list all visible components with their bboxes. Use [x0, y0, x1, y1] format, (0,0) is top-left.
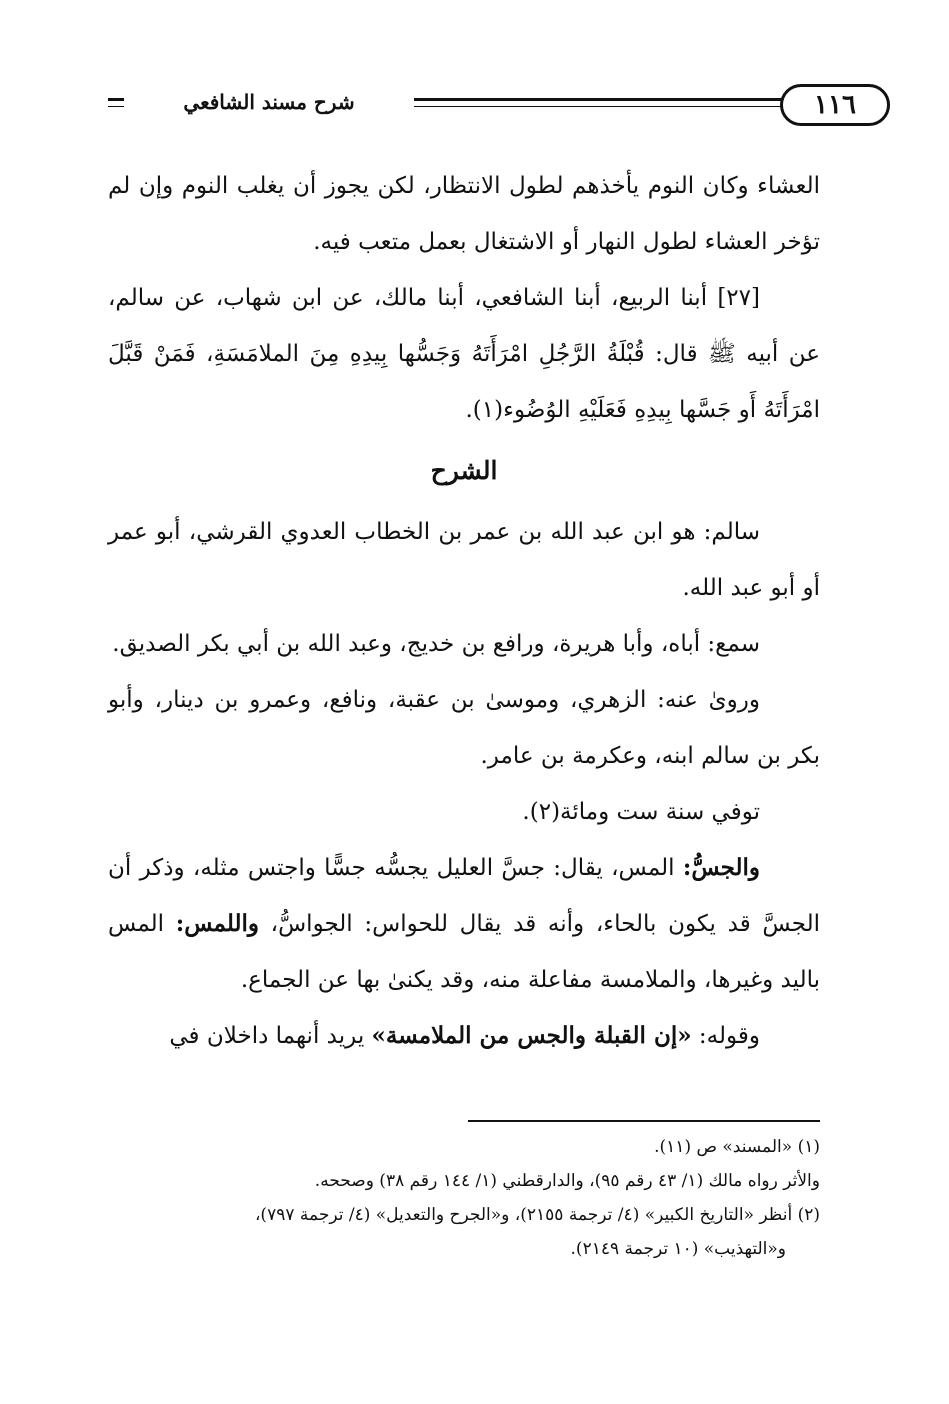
footnote-rule [468, 1120, 820, 1122]
quote-explanation: يريد أنهما داخلان في [169, 1023, 372, 1049]
section-title: الشرح [430, 456, 498, 485]
footnote-1-cont: والأثر رواه مالك (١/ ٤٣ رقم ٩٥)، والدارقطني (١/ ١٤٤ رقم ٣٨) وصححه. [314, 1171, 820, 1191]
paragraph-continuation: العشاء وكان النوم يأخذهم لطول الانتظار، لكن يجوز أن يغلب النوم وإن لم تؤخر العشاء لطول النهار أو الاشتغال بعمل متعب فيه. [108, 173, 820, 255]
quote-intro: وقوله: [691, 1023, 760, 1049]
hadith-text: [٢٧] أبنا الربيع، أبنا الشافعي، أبنا مالك، عن ابن شهاب، عن سالم، عن أبيه ﷺ قال: قُبْلَةُ الرَّجُلِ امْرَأَتَهُ وَجَسُّها بِيدِهِ مِنَ الملامَسَةِ، فَمَنْ قَبَّلَ امْرَأَتَهُ أَو جَسَّها بِيدِهِ فَعَلَيْهِ الوُضُوء(١). [108, 285, 820, 423]
paragraph-quote [108, 1008, 820, 1064]
term-lams: واللمس: [175, 910, 259, 937]
footnote-2-cont: و«التهذيب» (١٠ ترجمة ٢١٤٩). [570, 1239, 786, 1259]
term-jass: والجسُّ: [682, 854, 760, 881]
definition-lams: المس باليد وغيرها، والملامسة مفاعلة منه، وقد يكنىٰ بها عن الجماع. [108, 911, 820, 993]
page-header [108, 84, 856, 124]
footnotes [108, 1130, 820, 1266]
paragraph-death: توفي سنة ست ومائة(٢). [522, 799, 760, 825]
footnote-1: (١) «المسند» ص (١١). [654, 1137, 820, 1157]
footnote-2: (٢) أنظر «التاريخ الكبير» (٤/ ترجمة ٢١٥٥)، و«الجرح والتعديل» (٤/ ترجمة ٧٩٧)، [254, 1205, 820, 1225]
page-number: ١١٦ [780, 84, 890, 126]
running-title: شرح مسند الشافعي [124, 86, 414, 118]
paragraph-heard-from: سمع: أباه، وأبا هريرة، ورافع بن خديج، وعبد الله بن أبي بكر الصديق. [112, 631, 760, 657]
paragraph-salim: سالم: هو ابن عبد الله بن عمر بن الخطاب العدوي القرشي، أبو عمر أو أبو عبد الله. [108, 519, 820, 601]
main-text [108, 158, 820, 1064]
paragraph-definitions [108, 840, 820, 1008]
quoted-text: «إن القبلة والجس من الملامسة» [371, 1022, 692, 1049]
definition-jass: المس، يقال: جسَّ العليل يجسُّه جسًّا واجتس مثله، وذكر أن الجسَّ قد يكون بالحاء، وأنه قد يقال للحواس: الجواسُّ، [108, 855, 820, 937]
paragraph-narrated-by: وروىٰ عنه: الزهري، وموسىٰ بن عقبة، ونافع، وعمرو بن دينار، وأبو بكر بن سالم ابنه، وعكرمة بن عامر. [108, 687, 820, 769]
